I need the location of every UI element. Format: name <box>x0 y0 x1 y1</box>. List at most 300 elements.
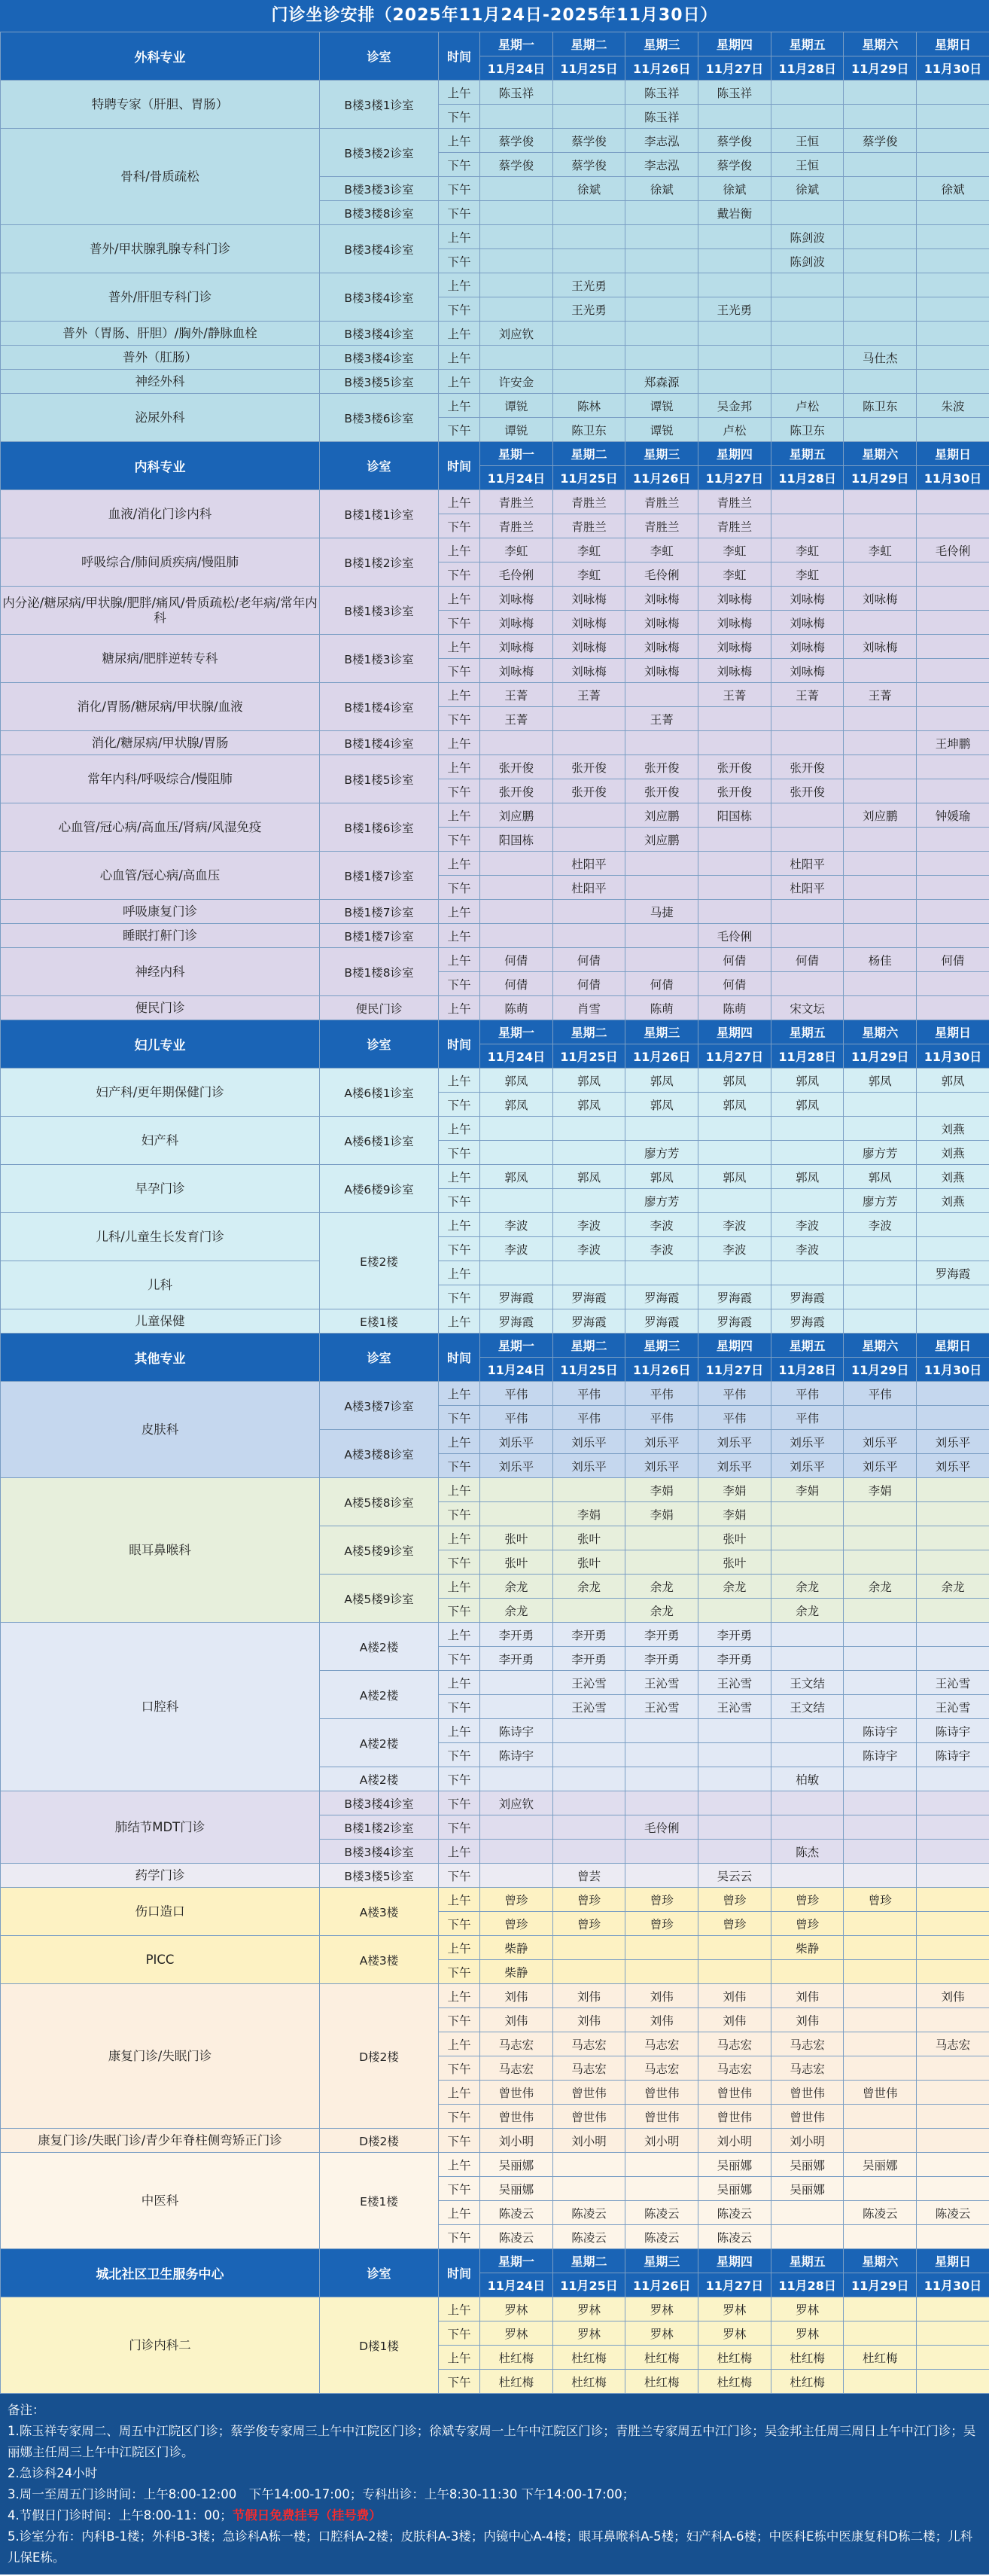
date-header: 11月24日 <box>480 1358 553 1382</box>
day-header: 星期四 <box>698 1020 771 1044</box>
doctor-cell: 刘乐平 <box>552 1454 625 1478</box>
doctor-cell: 李开勇 <box>625 1623 698 1647</box>
day-header: 星期二 <box>552 2249 625 2273</box>
doctor-cell <box>771 1550 844 1575</box>
date-header: 11月24日 <box>480 1044 553 1069</box>
doctor-cell: 刘燕 <box>917 1189 989 1213</box>
doctor-cell <box>917 1623 989 1647</box>
doctor-cell <box>771 1502 844 1526</box>
date-header: 11月28日 <box>771 56 844 81</box>
doctor-cell <box>917 852 989 876</box>
doctor-cell: 王菁 <box>480 707 553 731</box>
doctor-cell <box>625 1936 698 1960</box>
doctor-cell: 罗海霞 <box>625 1309 698 1334</box>
time-cell: 下午 <box>439 659 480 683</box>
time-cell: 上午 <box>439 2346 480 2370</box>
time-cell: 下午 <box>439 418 480 442</box>
date-header: 11月25日 <box>552 56 625 81</box>
doctor-cell: 李虹 <box>698 562 771 587</box>
date-header: 11月28日 <box>771 1044 844 1069</box>
doctor-cell: 蔡学俊 <box>698 129 771 153</box>
doctor-cell: 陈诗宇 <box>480 1743 553 1767</box>
doctor-cell: 刘伟 <box>480 1984 553 2008</box>
doctor-cell <box>917 611 989 635</box>
day-header: 星期三 <box>625 442 698 466</box>
day-header: 星期二 <box>552 1020 625 1044</box>
doctor-cell: 刘咏梅 <box>552 635 625 659</box>
doctor-cell: 曾世伟 <box>480 2105 553 2129</box>
doctor-cell: 许安金 <box>480 370 553 394</box>
doctor-cell <box>917 635 989 659</box>
schedule-row <box>1 948 989 972</box>
doctor-cell <box>698 707 771 731</box>
date-header: 11月26日 <box>625 2273 698 2297</box>
doctor-cell <box>552 201 625 225</box>
doctor-cell <box>552 249 625 273</box>
doctor-cell: 王光勇 <box>552 273 625 297</box>
doctor-cell: 罗林 <box>625 2321 698 2346</box>
doctor-cell <box>917 2225 989 2249</box>
doctor-cell <box>625 1117 698 1141</box>
doctor-cell <box>844 418 917 442</box>
doctor-cell: 刘乐平 <box>625 1454 698 1478</box>
room-cell: A楼3楼7诊室 <box>320 1382 439 1430</box>
doctor-cell: 廖方芳 <box>844 1189 917 1213</box>
schedule-row <box>1 1261 989 1285</box>
date-header: 11月26日 <box>625 56 698 81</box>
doctor-cell: 吴丽娜 <box>771 2153 844 2177</box>
doctor-cell: 陈凌云 <box>844 2201 917 2225</box>
doctor-cell <box>844 562 917 587</box>
time-cell: 下午 <box>439 562 480 587</box>
doctor-cell: 刘伟 <box>771 2008 844 2032</box>
doctor-cell <box>625 1526 698 1550</box>
doctor-cell: 曾世伟 <box>625 2081 698 2105</box>
time-cell: 上午 <box>439 273 480 297</box>
doctor-cell: 刘伟 <box>698 1984 771 2008</box>
doctor-cell: 平伟 <box>698 1406 771 1430</box>
doctor-cell <box>552 828 625 852</box>
doctor-cell: 马志宏 <box>480 2032 553 2056</box>
doctor-cell: 刘应鹏 <box>625 828 698 852</box>
doctor-cell <box>917 225 989 249</box>
schedule-row <box>1 225 989 249</box>
doctor-cell: 王沁雪 <box>917 1671 989 1695</box>
doctor-cell: 刘咏梅 <box>771 635 844 659</box>
doctor-cell: 蔡学俊 <box>552 129 625 153</box>
doctor-cell: 杜阳平 <box>552 876 625 900</box>
room-cell: E楼2楼 <box>320 1213 439 1309</box>
doctor-cell: 李波 <box>698 1213 771 1237</box>
doctor-cell: 张开俊 <box>625 779 698 803</box>
doctor-cell <box>844 249 917 273</box>
doctor-cell: 罗林 <box>771 2321 844 2346</box>
doctor-cell: 青胜兰 <box>698 490 771 514</box>
doctor-cell: 谭锐 <box>625 394 698 418</box>
notes-panel <box>0 2394 989 2574</box>
doctor-cell <box>625 1791 698 1815</box>
doctor-cell <box>917 924 989 948</box>
doctor-cell <box>844 2225 917 2249</box>
time-cell: 上午 <box>439 1526 480 1550</box>
doctor-cell: 徐斌 <box>698 177 771 201</box>
doctor-cell <box>917 1815 989 1840</box>
day-header: 星期日 <box>917 442 989 466</box>
doctor-cell: 杜红梅 <box>698 2346 771 2370</box>
doctor-cell <box>771 1864 844 1888</box>
schedule-row <box>1 2153 989 2177</box>
time-cell: 上午 <box>439 731 480 755</box>
time-cell: 下午 <box>439 2225 480 2249</box>
time-header: 时间 <box>439 1334 480 1382</box>
doctor-cell <box>552 1791 625 1815</box>
time-cell: 上午 <box>439 394 480 418</box>
doctor-cell: 蔡学俊 <box>552 153 625 177</box>
doctor-cell: 柴静 <box>480 1960 553 1984</box>
schedule-row <box>1 852 989 876</box>
room-cell: B楼3楼6诊室 <box>320 394 439 442</box>
time-cell: 上午 <box>439 1719 480 1743</box>
department-cell: 康复门诊/失眠门诊/青少年脊柱侧弯矫正门诊 <box>1 2129 320 2153</box>
schedule-row <box>1 731 989 755</box>
time-cell: 上午 <box>439 683 480 707</box>
date-header: 11月26日 <box>625 1044 698 1069</box>
doctor-cell <box>698 225 771 249</box>
doctor-cell <box>917 2321 989 2346</box>
doctor-cell: 罗林 <box>698 2297 771 2321</box>
doctor-cell: 陈玉祥 <box>625 105 698 129</box>
doctor-cell: 青胜兰 <box>698 514 771 538</box>
note-3: 3.周一至周五门诊时间：上午8:00-12:00 下午14:00-17:00；专科出诊：上午8:30-11:30 下午14:00-17:00； <box>8 2487 635 2501</box>
time-cell: 上午 <box>439 852 480 876</box>
department-cell: 睡眠打鼾门诊 <box>1 924 320 948</box>
date-header: 11月26日 <box>625 466 698 490</box>
doctor-cell <box>480 1840 553 1864</box>
doctor-cell: 卢松 <box>771 394 844 418</box>
time-cell: 上午 <box>439 948 480 972</box>
doctor-cell <box>844 1840 917 1864</box>
doctor-cell: 罗林 <box>480 2321 553 2346</box>
date-header: 11月25日 <box>552 2273 625 2297</box>
doctor-cell <box>844 1912 917 1936</box>
doctor-cell <box>625 249 698 273</box>
time-cell: 下午 <box>439 201 480 225</box>
doctor-cell: 王菁 <box>844 683 917 707</box>
doctor-cell <box>771 1960 844 1984</box>
time-cell: 上午 <box>439 1213 480 1237</box>
department-cell: 药学门诊 <box>1 1864 320 1888</box>
doctor-cell: 李开勇 <box>698 1623 771 1647</box>
doctor-cell: 余龙 <box>844 1575 917 1599</box>
time-cell: 下午 <box>439 249 480 273</box>
room-cell: A楼6楼1诊室 <box>320 1069 439 1117</box>
doctor-cell: 刘燕 <box>917 1117 989 1141</box>
doctor-cell: 王光勇 <box>552 297 625 322</box>
doctor-cell <box>771 828 844 852</box>
doctor-cell: 李开勇 <box>480 1647 553 1671</box>
doctor-cell: 郭凤 <box>552 1093 625 1117</box>
doctor-cell: 青胜兰 <box>625 490 698 514</box>
doctor-cell: 廖方芳 <box>625 1141 698 1165</box>
doctor-cell <box>552 707 625 731</box>
doctor-cell <box>552 1767 625 1791</box>
doctor-cell: 李虹 <box>552 538 625 562</box>
room-cell: B楼3楼4诊室 <box>320 273 439 322</box>
doctor-cell: 杜红梅 <box>480 2370 553 2394</box>
doctor-cell: 马志宏 <box>552 2032 625 2056</box>
doctor-cell <box>844 1261 917 1285</box>
section-header-row <box>1 1334 989 1358</box>
schedule-row <box>1 322 989 346</box>
doctor-cell: 陈凌云 <box>698 2201 771 2225</box>
doctor-cell: 王恒 <box>771 153 844 177</box>
doctor-cell: 何倩 <box>698 948 771 972</box>
section-header-row <box>1 1020 989 1044</box>
doctor-cell: 张叶 <box>480 1526 553 1550</box>
schedule-row <box>1 490 989 514</box>
room-cell: A楼2楼 <box>320 1671 439 1719</box>
doctor-cell <box>771 1526 844 1550</box>
time-cell: 下午 <box>439 972 480 996</box>
time-cell: 上午 <box>439 1430 480 1454</box>
doctor-cell <box>552 2153 625 2177</box>
doctor-cell: 刘咏梅 <box>552 587 625 611</box>
doctor-cell: 徐斌 <box>917 177 989 201</box>
doctor-cell <box>917 1960 989 1984</box>
time-header: 时间 <box>439 32 480 81</box>
doctor-cell: 杜红梅 <box>844 2346 917 2370</box>
time-cell: 下午 <box>439 2321 480 2346</box>
day-header: 星期六 <box>844 2249 917 2273</box>
doctor-cell: 何倩 <box>698 972 771 996</box>
doctor-cell: 马志宏 <box>771 2032 844 2056</box>
doctor-cell <box>625 225 698 249</box>
doctor-cell <box>771 1815 844 1840</box>
doctor-cell <box>480 924 553 948</box>
doctor-cell <box>552 105 625 129</box>
doctor-cell <box>480 731 553 755</box>
doctor-cell: 李志泓 <box>625 153 698 177</box>
date-header: 11月30日 <box>917 1044 989 1069</box>
doctor-cell <box>917 346 989 370</box>
doctor-cell: 曾珍 <box>552 1888 625 1912</box>
room-header: 诊室 <box>320 1334 439 1382</box>
doctor-cell: 曾世伟 <box>698 2105 771 2129</box>
doctor-cell <box>844 828 917 852</box>
time-cell: 下午 <box>439 1695 480 1719</box>
doctor-cell <box>844 1791 917 1815</box>
room-cell: B楼3楼4诊室 <box>320 225 439 273</box>
doctor-cell <box>698 273 771 297</box>
doctor-cell <box>480 852 553 876</box>
doctor-cell: 刘咏梅 <box>480 611 553 635</box>
time-cell: 下午 <box>439 1406 480 1430</box>
doctor-cell: 平伟 <box>552 1382 625 1406</box>
department-cell: 便民门诊 <box>1 996 320 1020</box>
doctor-cell: 刘伟 <box>917 1984 989 2008</box>
doctor-cell <box>625 2177 698 2201</box>
department-cell: 骨科/骨质疏松 <box>1 129 320 225</box>
time-cell: 上午 <box>439 225 480 249</box>
doctor-cell: 王菁 <box>480 683 553 707</box>
doctor-cell: 杨佳 <box>844 948 917 972</box>
doctor-cell: 刘乐平 <box>844 1454 917 1478</box>
department-cell: 儿科 <box>1 1261 320 1309</box>
doctor-cell <box>552 1189 625 1213</box>
doctor-cell: 杜红梅 <box>698 2370 771 2394</box>
doctor-cell <box>844 2177 917 2201</box>
doctor-cell <box>480 249 553 273</box>
doctor-cell: 柏敏 <box>771 1767 844 1791</box>
doctor-cell: 张叶 <box>480 1550 553 1575</box>
doctor-cell: 刘咏梅 <box>625 659 698 683</box>
doctor-cell <box>844 876 917 900</box>
doctor-cell: 平伟 <box>480 1406 553 1430</box>
section-title: 其他专业 <box>1 1334 320 1382</box>
doctor-cell <box>917 1285 989 1309</box>
doctor-cell <box>480 1695 553 1719</box>
doctor-cell: 罗林 <box>552 2297 625 2321</box>
schedule-row <box>1 996 989 1020</box>
schedule-row <box>1 587 989 611</box>
doctor-cell: 马志宏 <box>625 2056 698 2081</box>
doctor-cell <box>771 1117 844 1141</box>
doctor-cell <box>844 2008 917 2032</box>
department-cell: 心血管/冠心病/高血压 <box>1 852 320 900</box>
doctor-cell: 李开勇 <box>698 1647 771 1671</box>
doctor-cell: 刘燕 <box>917 1165 989 1189</box>
room-header: 诊室 <box>320 442 439 490</box>
doctor-cell <box>771 1261 844 1285</box>
department-cell: 皮肤科 <box>1 1382 320 1478</box>
room-cell: B楼1楼7诊室 <box>320 900 439 924</box>
doctor-cell: 刘咏梅 <box>625 635 698 659</box>
department-cell: 神经外科 <box>1 370 320 394</box>
time-cell: 下午 <box>439 876 480 900</box>
date-header: 11月28日 <box>771 466 844 490</box>
doctor-cell <box>552 900 625 924</box>
doctor-cell <box>917 996 989 1020</box>
doctor-cell <box>698 1960 771 1984</box>
doctor-cell: 李娟 <box>771 1478 844 1502</box>
doctor-cell <box>552 322 625 346</box>
time-header: 时间 <box>439 442 480 490</box>
doctor-cell: 陈诗宇 <box>917 1743 989 1767</box>
doctor-cell: 王沁雪 <box>552 1671 625 1695</box>
note-4-highlight: 节假日免费挂号（挂号费） <box>232 2508 382 2523</box>
doctor-cell: 李娟 <box>552 1502 625 1526</box>
date-header: 11月29日 <box>844 56 917 81</box>
doctor-cell: 吴丽娜 <box>698 2177 771 2201</box>
time-cell: 下午 <box>439 1767 480 1791</box>
doctor-cell: 刘咏梅 <box>698 659 771 683</box>
doctor-cell: 刘乐平 <box>844 1430 917 1454</box>
doctor-cell <box>844 1960 917 1984</box>
day-header: 星期日 <box>917 2249 989 2273</box>
schedule-row <box>1 755 989 779</box>
doctor-cell: 吴云云 <box>698 1864 771 1888</box>
schedule-row <box>1 635 989 659</box>
day-header: 星期三 <box>625 2249 698 2273</box>
doctor-cell: 刘伟 <box>625 2008 698 2032</box>
doctor-cell <box>480 1671 553 1695</box>
doctor-cell <box>844 2056 917 2081</box>
time-cell: 下午 <box>439 1647 480 1671</box>
doctor-cell: 张开俊 <box>552 779 625 803</box>
doctor-cell: 刘应鹏 <box>844 803 917 828</box>
doctor-cell: 郭凤 <box>625 1069 698 1093</box>
doctor-cell <box>698 1189 771 1213</box>
date-header: 11月27日 <box>698 466 771 490</box>
schedule-row <box>1 683 989 707</box>
doctor-cell: 刘应钦 <box>480 322 553 346</box>
doctor-cell: 罗海霞 <box>771 1309 844 1334</box>
doctor-cell: 马志宏 <box>552 2056 625 2081</box>
doctor-cell <box>917 153 989 177</box>
doctor-cell <box>844 1502 917 1526</box>
doctor-cell <box>844 1117 917 1141</box>
doctor-cell <box>844 81 917 105</box>
doctor-cell <box>480 1815 553 1840</box>
doctor-cell <box>771 731 844 755</box>
doctor-cell <box>625 346 698 370</box>
doctor-cell <box>844 273 917 297</box>
room-cell: E楼1楼 <box>320 1309 439 1334</box>
section-title: 外科专业 <box>1 32 320 81</box>
doctor-cell <box>480 105 553 129</box>
doctor-cell <box>917 1864 989 1888</box>
schedule-table <box>0 32 989 2394</box>
note-1: 1.陈玉祥专家周二、周五中江院区门诊；蔡学俊专家周三上午中江院区门诊；徐斌专家周一上午中江院区门诊；青胜兰专家周五中江门诊；吴金邦主任周三周日上午中江门诊；吴丽娜主任周三上午中江院区门诊。 <box>8 2424 976 2459</box>
doctor-cell: 刘咏梅 <box>771 587 844 611</box>
room-cell: B楼3楼4诊室 <box>320 1840 439 1864</box>
department-cell: 口腔科 <box>1 1623 320 1791</box>
doctor-cell <box>844 611 917 635</box>
doctor-cell <box>917 2153 989 2177</box>
doctor-cell <box>917 1550 989 1575</box>
doctor-cell: 吴丽娜 <box>844 2153 917 2177</box>
schedule-row <box>1 81 989 105</box>
time-cell: 下午 <box>439 1454 480 1478</box>
doctor-cell: 刘小明 <box>625 2129 698 2153</box>
doctor-cell: 毛伶俐 <box>480 562 553 587</box>
section-header-row <box>1 442 989 466</box>
doctor-cell: 毛伶俐 <box>625 562 698 587</box>
doctor-cell <box>844 1936 917 1960</box>
department-cell: 呼吸康复门诊 <box>1 900 320 924</box>
doctor-cell: 平伟 <box>698 1382 771 1406</box>
doctor-cell <box>480 346 553 370</box>
doctor-cell: 谭锐 <box>480 394 553 418</box>
department-cell: 心血管/冠心病/高血压/肾病/风湿免疫 <box>1 803 320 852</box>
day-header: 星期日 <box>917 1020 989 1044</box>
doctor-cell <box>625 1767 698 1791</box>
doctor-cell <box>844 659 917 683</box>
doctor-cell <box>844 1406 917 1430</box>
doctor-cell: 陈凌云 <box>625 2225 698 2249</box>
doctor-cell <box>480 1189 553 1213</box>
doctor-cell <box>917 1478 989 1502</box>
doctor-cell <box>844 2105 917 2129</box>
doctor-cell: 刘乐平 <box>625 1430 698 1454</box>
doctor-cell: 陈萌 <box>480 996 553 1020</box>
room-header: 诊室 <box>320 32 439 81</box>
doctor-cell: 王文结 <box>771 1671 844 1695</box>
room-cell: B楼1楼3诊室 <box>320 635 439 683</box>
time-cell: 下午 <box>439 1237 480 1261</box>
doctor-cell <box>480 876 553 900</box>
room-cell: B楼1楼4诊室 <box>320 683 439 731</box>
